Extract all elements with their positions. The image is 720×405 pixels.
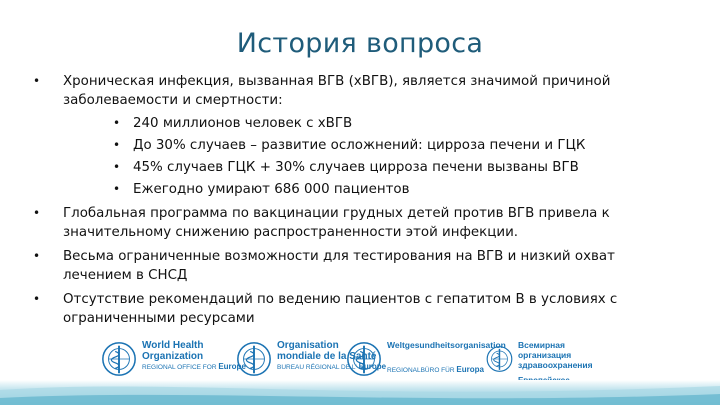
bullet-icon: •	[33, 206, 41, 220]
who-emblem-icon	[345, 340, 383, 378]
logo-sub-prefix: REGIONALBÜRO FÜR	[387, 367, 455, 374]
bullet-icon: •	[113, 182, 121, 196]
bullet-icon: •	[113, 160, 121, 174]
logo-name-line2: Organization	[142, 351, 204, 362]
bullet-icon: •	[33, 74, 41, 88]
bullet-text: Отсутствие рекомендаций по ведению пациентов с гепатитом В в условиях с ограниченными ресурсами	[63, 292, 618, 326]
logo-name-line1: Organisation	[277, 340, 339, 351]
sub-bullet-list	[63, 114, 670, 199]
bullet-item	[30, 204, 670, 242]
logo-sub-region: Europa	[456, 365, 484, 374]
bottom-wave-decoration	[0, 376, 720, 405]
sub-bullet-item	[63, 114, 670, 133]
bullet-text: Весьма ограниченные возможности для тестирования на ВГВ и низкий охват лечением в СНСД	[63, 249, 615, 283]
bullet-item	[30, 72, 670, 199]
sub-bullet-item	[63, 180, 670, 199]
sub-bullet-text: Ежегодно умирают 686 000 пациентов	[133, 182, 410, 197]
bullet-list	[30, 72, 670, 333]
bullet-icon: •	[113, 116, 121, 130]
logo-name-line1: Всемирная организация	[517, 340, 572, 360]
bullet-icon: •	[33, 292, 41, 306]
logo-sub-prefix: BUREAU RÉGIONAL DE L'	[277, 364, 357, 371]
logo-sub-region: Europe	[218, 362, 246, 371]
who-logo-german	[345, 340, 506, 380]
logo-name-line2: mondiale de la Santé	[277, 351, 377, 362]
sub-bullet-text: 240 миллионов человек с хВГВ	[133, 116, 353, 131]
bullet-item	[30, 247, 670, 285]
bullet-text: Глобальная программа по вакцинации грудных детей против ВГВ привела к значительному снижению распространенности этой инфекции.	[63, 206, 610, 240]
logo-name-line1: World Health	[142, 340, 204, 351]
logo-name-line2: здравоохранения	[517, 360, 593, 370]
logo-sub-region: Europe	[358, 362, 387, 371]
sub-bullet-text: 45% случаев ГЦК + 30% случаев цирроза печени вызваны ВГВ	[133, 160, 579, 175]
who-logo-english	[100, 340, 246, 380]
who-emblem-icon	[235, 340, 273, 378]
sub-bullet-item	[63, 158, 670, 177]
logo-name-line1: Weltgesundheitsorganisation	[387, 340, 506, 350]
logo-sub-prefix: REGIONAL OFFICE FOR	[142, 364, 217, 371]
who-logo-russian	[485, 340, 620, 380]
bullet-item	[30, 290, 670, 328]
who-logo-bar	[100, 340, 620, 380]
slide-title: История вопроса	[236, 28, 484, 59]
bullet-icon: •	[113, 138, 121, 152]
sub-bullet-item	[63, 136, 670, 155]
bullet-text: Хроническая инфекция, вызванная ВГВ (хВГВ), является значимой причиной заболеваемости и смертности:	[63, 74, 611, 108]
who-emblem-icon	[100, 340, 138, 378]
sub-bullet-text: До 30% случаев – развитие осложнений: цирроза печени и ГЦК	[133, 138, 586, 153]
bullet-icon: •	[33, 249, 41, 263]
who-emblem-icon	[485, 340, 514, 378]
